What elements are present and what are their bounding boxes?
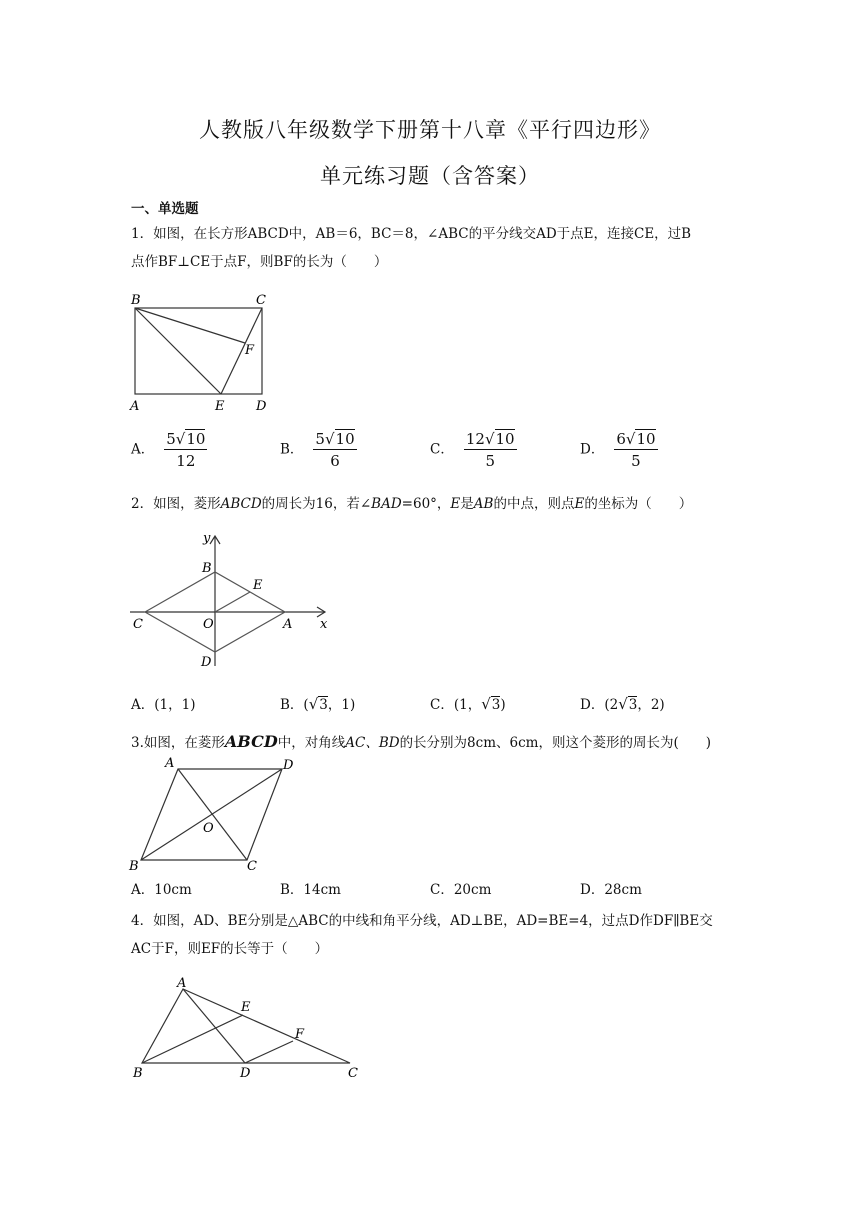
section-heading: 一、单选题 (131, 201, 199, 217)
label-A: A (165, 756, 175, 771)
label-F: F (295, 1027, 305, 1042)
figure-rectangle (125, 288, 285, 418)
q2-option-d: D．(2√3，2) (580, 695, 665, 713)
question-4-line-2: AC于F，则EF的长等于（ ） (131, 941, 329, 957)
q2-option-a: A．(1，1) (131, 697, 196, 713)
question-1-line-1: 1．如图，在长方形ABCD中，AB＝6，BC＝8，∠ABC的平分线交AD于点E，连接CE，过B (131, 226, 692, 242)
question-1-line-2: 点作BF⊥CE于点F，则BF的长为（ ） (131, 254, 388, 270)
label-y: y (203, 531, 211, 546)
label-B: B (129, 859, 139, 874)
label-C: C (247, 859, 257, 874)
label-D: D (201, 655, 212, 670)
q3-option-c: C．20cm (430, 882, 492, 898)
label-B: B (202, 561, 212, 576)
label-F: F (245, 343, 255, 358)
question-2: 2．如图，菱形ABCD的周长为16，若∠BAD=60°，E是AB的中点，则点E的坐标为（ ） (131, 496, 693, 512)
q2-option-c: C．(1，√3) (430, 695, 506, 713)
q2-option-b: B．(√3，1) (280, 695, 356, 713)
label-O: O (203, 617, 214, 632)
label-E: E (253, 578, 263, 593)
label-D: D (256, 399, 267, 414)
q1-option-b: B． $\frac{5√10}{6}$ (280, 430, 355, 470)
label-C: C (256, 293, 266, 308)
label-C: C (348, 1066, 358, 1081)
q3-option-a: A．10cm (131, 882, 192, 898)
question-4 (131, 907, 741, 963)
q3-option-d: D．28cm (580, 882, 642, 898)
figure-rhombus-diagonals (125, 753, 315, 878)
label-x: x (320, 617, 328, 632)
label-A: A (177, 976, 187, 991)
label-E: E (215, 399, 225, 414)
figure-rhombus-coordinate (125, 526, 345, 676)
q1-option-d: D． $\frac{6√10}{5}$ (580, 430, 656, 470)
label-A: A (130, 399, 140, 414)
label-O: O (203, 821, 214, 836)
q1-option-c: C． $\frac{12√10}{5}$ (430, 430, 515, 470)
label-E: E (241, 1000, 251, 1015)
label-B: B (131, 293, 141, 308)
label-C: C (133, 617, 143, 632)
q3-option-b: B．14cm (280, 882, 341, 898)
q1-option-a: A． $\frac{5√10}{12}$ (131, 430, 206, 470)
question-3: 3.如图，在菱形ABCD中，对角线AC、BD的长分别为8cm、6cm，则这个菱形的周长为( ) (131, 732, 711, 751)
figure-triangle (125, 975, 375, 1085)
label-B: B (133, 1066, 143, 1081)
title-line-1: 人教版八年级数学下册第十八章《平行四边形》 (199, 118, 661, 142)
title-line-2: 单元练习题（含答案） (320, 164, 540, 188)
question-4-line-1: 4．如图，AD、BE分别是△ABC的中线和角平分线，AD⊥BE，AD=BE=4，过点D作DF∥BE交 (131, 913, 713, 929)
label-D: D (240, 1066, 251, 1081)
label-A: A (283, 617, 293, 632)
question-1 (131, 220, 741, 276)
label-D: D (283, 758, 294, 773)
